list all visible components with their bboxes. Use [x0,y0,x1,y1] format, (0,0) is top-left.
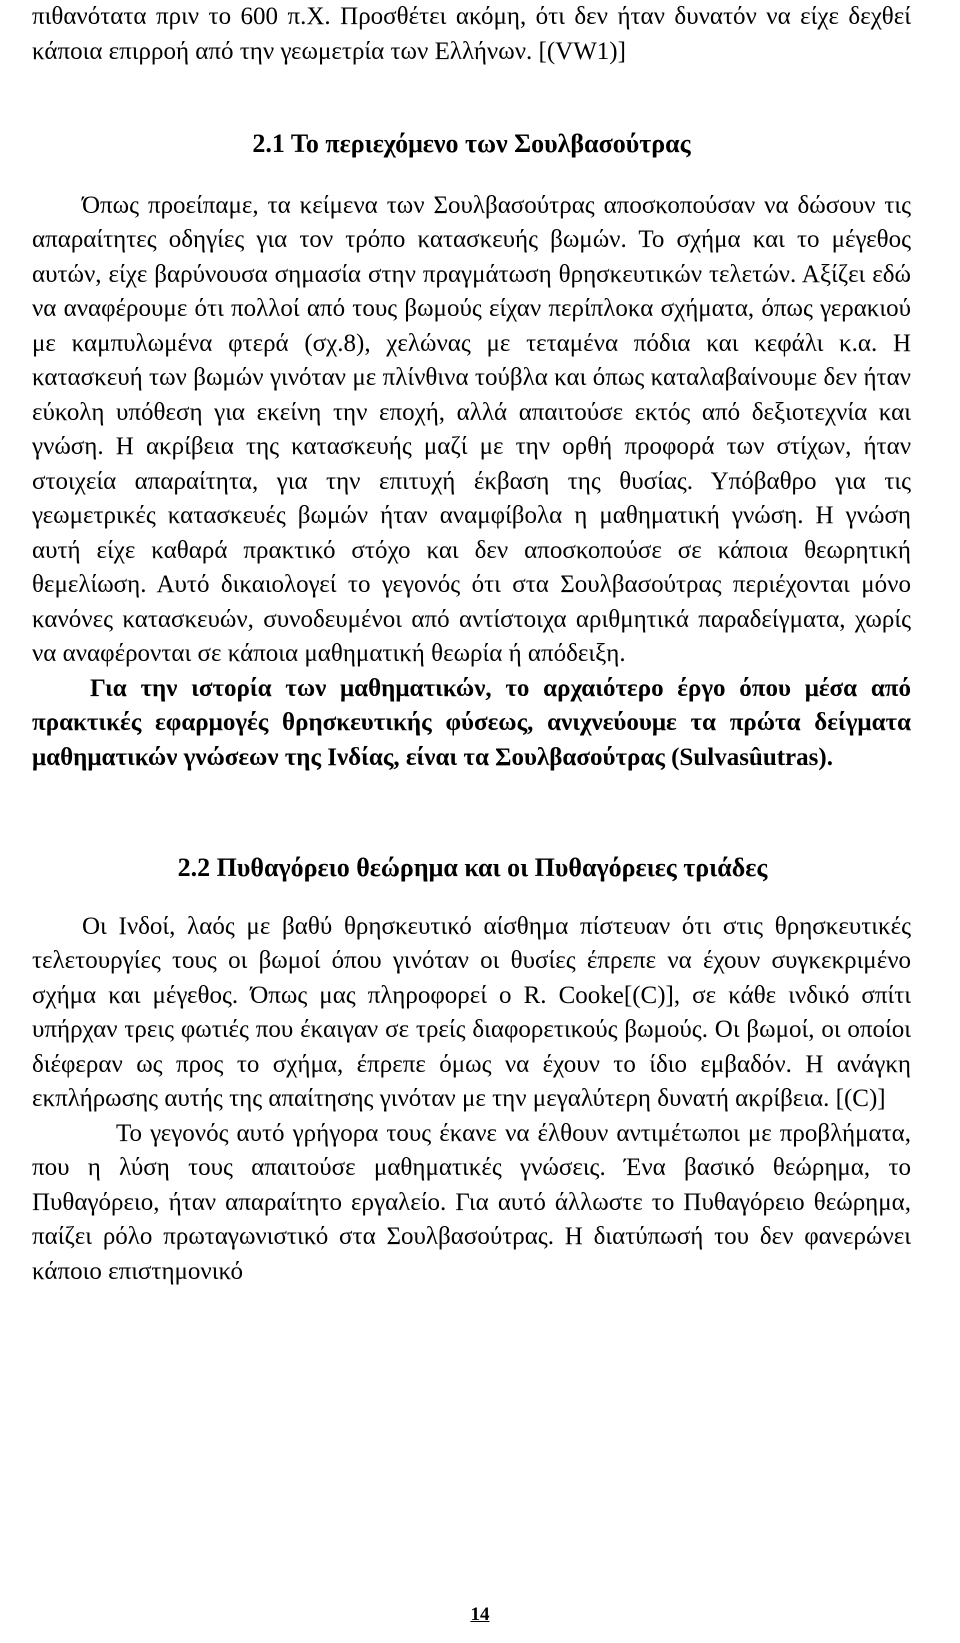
section-2-2-paragraph-1: Οι Ινδοί, λαός με βαθύ θρησκευτικό αίσθημα πίστευαν ότι στις θρησκευτικές τελετουργίες τους οι βωμοί όπου γινόταν οι θυσίες έπρεπε να έχουν συγκεκριμένο σχήμα και μέγεθος. Όπως μας πληροφορεί ο R. Cooke[(C)], σε κάθε ινδικό σπίτι υπήρχαν τρεις φωτιές που έκαιγαν σε τρείς διαφορετικούς βωμούς. Οι βωμοί, οι οποίοι διέφεραν ως προς το σχήμα, έπρεπε όμως να έχουν το ίδιο εμβαδόν. Η ανάγκη εκπλήρωσης αυτής της απαίτησης γινόταν με την μεγαλύτερη δυνατή ακρίβεια. [(C)] [32,912,911,1112]
section-2-2-paragraph-2: Το γεγονός αυτό γρήγορα τους έκανε να έλθουν αντιμέτωποι με προβλήματα, που η λύση τους απαιτούσε μαθηματικές γνώσεις. Ένα βασικό θεώρημα, το Πυθαγόρειο, ήταν απαραίτητο εργαλείο. Για αυτό άλλωστε το Πυθαγόρειο θεώρημα, παίζει ρόλο πρωταγωνιστικό στα Σουλβασούτρας. Η διατύπωσή του δεν φανερώνει κάποιο επιστημονικό [32,1119,911,1285]
section-2-1-bold-paragraph: Για την ιστορία των μαθηματικών, το αρχαιότερο έργο όπου μέσα από πρακτικές εφαρμογές θρησκευτικής φύσεως, ανιχνεύουμε τα πρώτα δείγματα μαθηματικών γνώσεων της Ινδίας, είναι τα Σουλβασούτρας (Sulvasûutras). [32,674,911,771]
section-2-1-paragraph: Όπως προείπαμε, τα κείμενα των Σουλβασούτρας αποσκοπούσαν να δώσουν τις απαραίτητες οδηγίες για τον τρόπο κατασκευής βωμών. Το σχήμα και το μέγεθος αυτών, είχε βαρύνουσα σημασία στην πραγμάτωση θρησκευτικών τελετών. Αξίζει εδώ να αναφέρουμε ότι πολλοί από τους βωμούς είχαν περίπλοκα σχήματα, όπως γερακιού με καμπυλωμένα φτερά (σχ.8), χελώνας με τεταμένα πόδια και κεφάλι κ.α. Η κατασκευή των βωμών γινόταν με πλίνθινα τούβλα και όπως καταλαβαίνουμε δεν ήταν εύκολη υπόθεση για εκείνη την εποχή, αλλά απαιτούσε εκτός από δεξιοτεχνία και γνώση. Η ακρίβεια της κατασκευής μαζί με την ορθή προφορά των στίχων, ήταν στοιχεία απαραίτητα, για την επιτυχή έκβαση της θυσίας. Υπόβαθρο για τις γεωμετρικές κατασκευές βωμών ήταν αναμφίβολα η μαθηματική γνώση. Η γνώση αυτή είχε καθαρά πρακτικό στόχο και δεν αποσκοπούσε σε κάποια θεωρητική θεμελίωση. Αυτό δικαιολογεί το γεγονός ότι στα Σουλβασούτρας περιέχονται μόνο κανόνες κατασκευών, συνοδευμένοι από αντίστοιχα αριθμητικά παραδείγματα, χωρίς να αναφέρονται σε κάποια μαθηματική θεωρία ή απόδειξη. [32,191,911,667]
section-heading-2-2: 2.2 Πυθαγόρειο θεώρημα και οι Πυθαγόρειες τριάδες [177,853,768,882]
intro-text: πιθανότατα πριν το 600 π.Χ. Προσθέτει ακόμη, ότι δεν ήταν δυνατόν να είχε δεχθεί κάποια επιρροή από την γεωμετρία των Ελλήνων. [(VW1)] [32,3,911,65]
page-number: 14 [470,1604,490,1625]
document-page [32,0,911,1289]
section-heading-2-1: 2.1 Το περιεχόμενο των Σουλβασούτρας [252,129,691,158]
